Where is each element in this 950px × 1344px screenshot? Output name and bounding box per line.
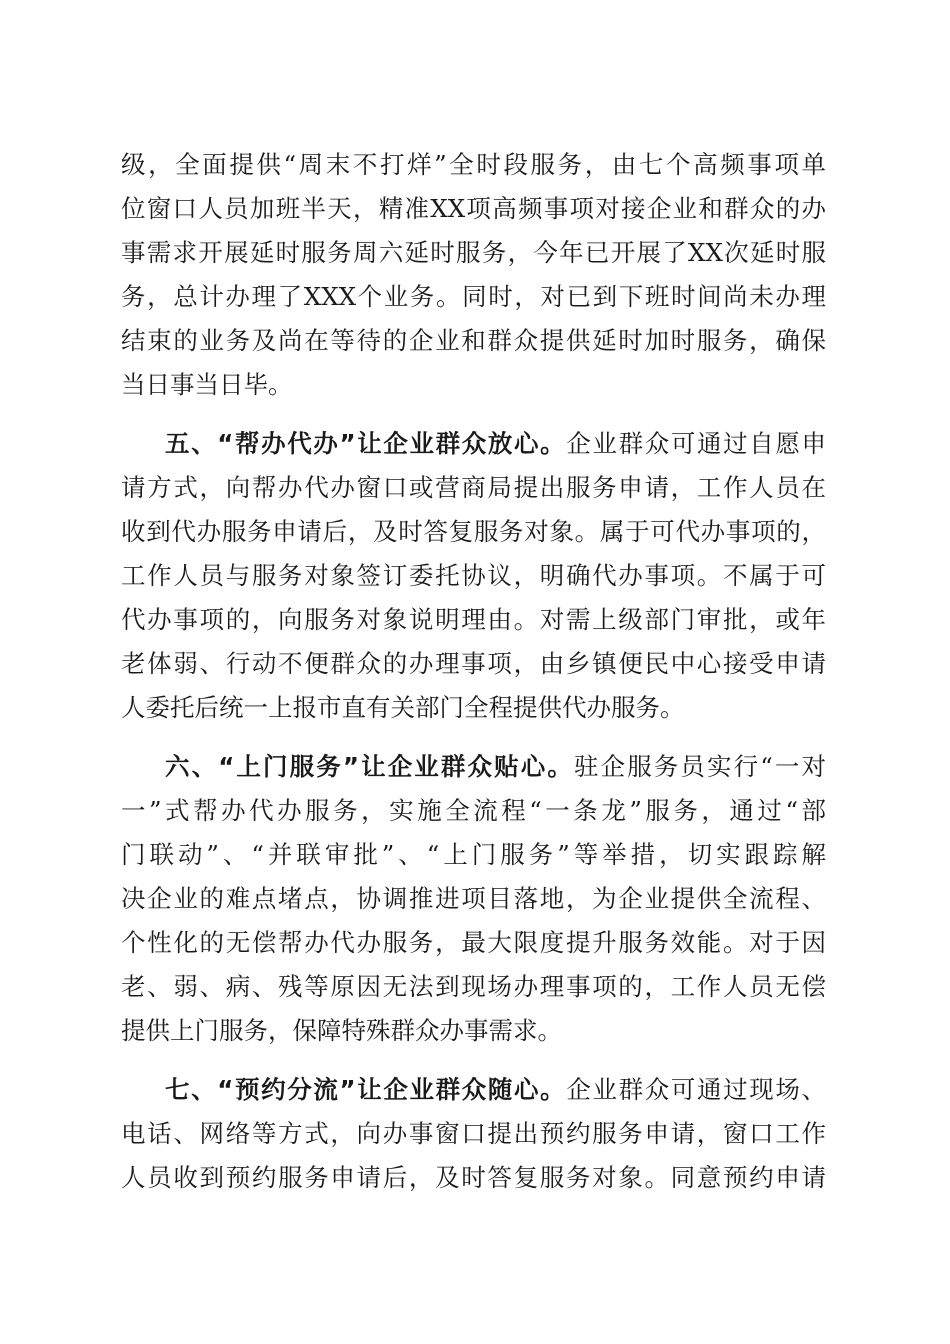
section-heading: 七、“预约分流”让企业群众随心。 <box>165 1075 567 1104</box>
text-line: 请方式，向帮办代办窗口或营商局提出服务申请，工作人员在 <box>121 473 826 502</box>
text-line: 个性化的无偿帮办代办服务，最大限度提升服务效能。对于因 <box>121 928 826 957</box>
section-first-line <box>121 1068 826 1112</box>
text-line: 结束的业务及尚在等待的企业和群众提供延时加时服务，确保 <box>121 326 826 355</box>
text-line: 务，总计办理了XXX个业务。同时，对已到下班时间尚未办理 <box>121 282 826 311</box>
paragraph-section-7 <box>121 1068 826 1200</box>
paragraph-section-6 <box>121 745 826 1053</box>
paragraph-section-5 <box>121 422 826 730</box>
text-line: 事需求开展延时服务周六延时服务，今年已开展了XX次延时服 <box>121 238 826 267</box>
text-line: 级，全面提供“周末不打烊”全时段服务，由七个高频事项单 <box>121 150 826 179</box>
text-line: 位窗口人员加班半天，精准XX项高频事项对接企业和群众的办 <box>121 194 826 223</box>
text-line: 一”式帮办代办服务，实施全流程“一条龙”服务，通过“部 <box>121 796 826 825</box>
text-line: 老、弱、病、残等原因无法到现场办理事项的，工作人员无偿 <box>121 972 826 1001</box>
section-heading: 六、“上门服务”让企业群众贴心。 <box>165 752 574 781</box>
text-line: 人员收到预约服务申请后，及时答复服务对象。同意预约申请 <box>121 1163 826 1192</box>
text-line: 当日事当日毕。 <box>121 370 293 399</box>
text-line: 决企业的难点堵点，协调推进项目落地，为企业提供全流程、 <box>121 884 826 913</box>
text-line: 工作人员与服务对象签订委托协议，明确代办事项。不属于可 <box>121 561 826 590</box>
section-text: 企业群众可通过自愿申 <box>566 429 826 458</box>
text-line: 代办事项的，向服务对象说明理由。对需上级部门审批，或年 <box>121 605 826 634</box>
text-line: 收到代办服务申请后，及时答复服务对象。属于可代办事项的， <box>121 517 826 546</box>
text-line: 门联动”、“并联审批”、“上门服务”等举措，切实跟踪解 <box>121 840 826 869</box>
text-line: 老体弱、行动不便群众的办理事项，由乡镇便民中心接受申请 <box>121 649 826 678</box>
text-line: 人委托后统一上报市直有关部门全程提供代办服务。 <box>121 693 685 722</box>
section-text: 企业群众可通过现场、 <box>566 1075 826 1104</box>
document-body <box>121 143 826 1200</box>
text-line: 提供上门服务，保障特殊群众办事需求。 <box>121 1016 562 1045</box>
section-text: 驻企服务员实行“一对 <box>573 752 826 781</box>
section-heading: 五、“帮办代办”让企业群众放心。 <box>165 429 567 458</box>
section-first-line <box>121 745 826 789</box>
text-line: 电话、网络等方式，向办事窗口提出预约服务申请，窗口工作 <box>121 1119 826 1148</box>
paragraph-weekend-service <box>121 143 826 407</box>
section-first-line <box>121 422 826 466</box>
